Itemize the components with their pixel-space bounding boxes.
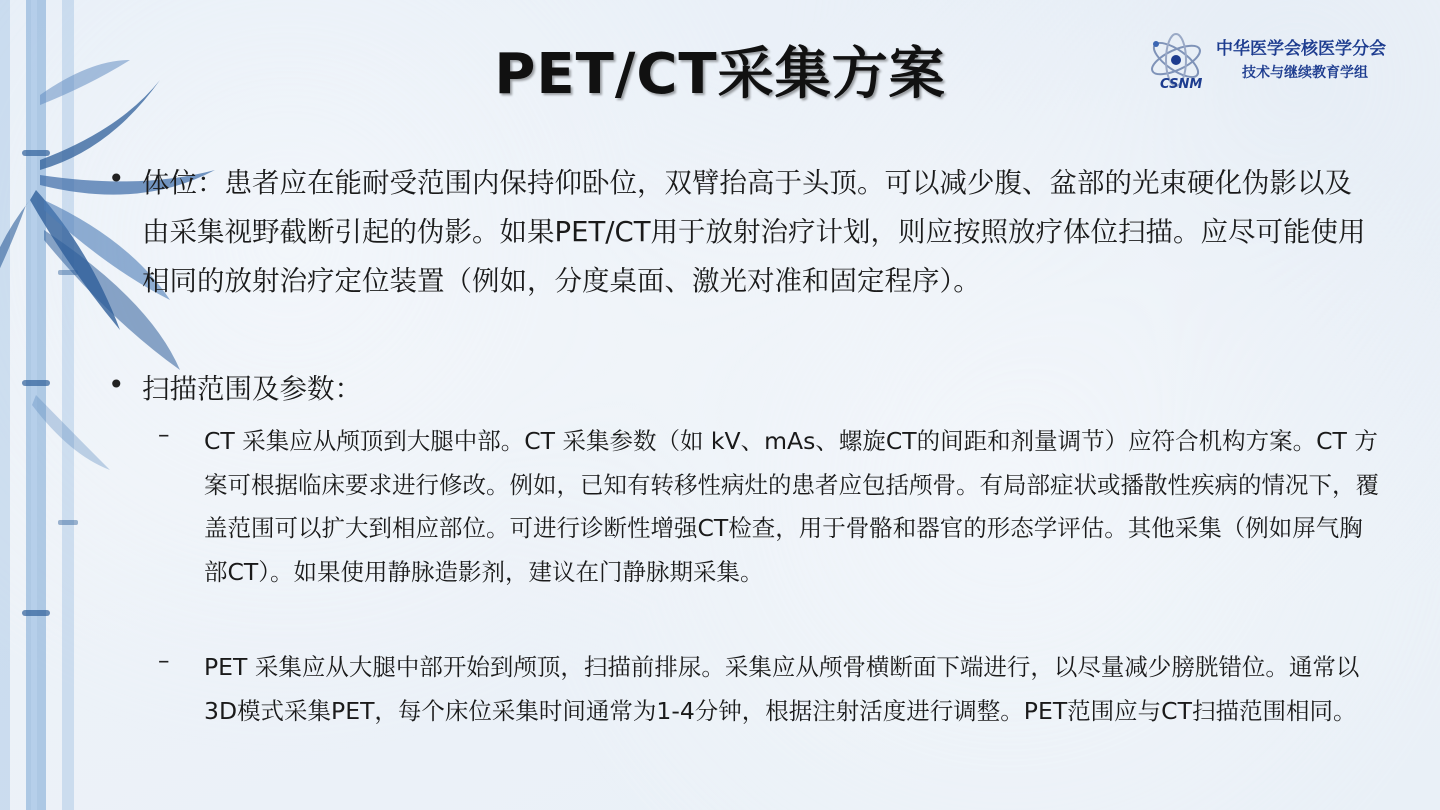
logo-mark-text: CSNM	[1160, 77, 1203, 92]
slide-title: PET/CT采集方案	[494, 42, 946, 107]
sub-bullet-text: PET 采集应从大腿中部开始到颅顶，扫描前排尿。采集应从颅骨横断面下端进行，以尽量减少膀胱错位。通常以3D模式采集PET，每个床位采集时间通常为1-4分钟，根据注射活度进行调整。PET范围应与CT扫描范围相同。	[204, 653, 1360, 725]
atom-logo-icon	[1142, 30, 1216, 94]
bullet-marker: •	[108, 162, 125, 195]
logo-org-name: 中华医学会核医学分会	[1216, 39, 1386, 59]
bullet-text: 扫描范围及参数：	[142, 373, 362, 405]
dash-marker: –	[158, 422, 170, 448]
dash-marker: –	[158, 648, 170, 674]
logo-group-name: 技术与继续教育学组	[1242, 65, 1368, 81]
sub-bullet-text: CT 采集应从颅顶到大腿中部。CT 采集参数（如 kV、mAs、螺旋CT的间距和剂量调节）应符合机构方案。CT 方案可根据临床要求进行修改。例如，已知有转移性病灶的患者应包括颅骨。有局部症状或播散性疾病的情况下，覆盖范围可以扩大到相应部位。可进行诊断性增强CT检查，用于骨骼和器官的形态学评估。其他采集（例如屏气胸部CT）。如果使用静脉造影剂，建议在门静脉期采集。	[204, 427, 1379, 586]
csnm-logo	[1142, 30, 1422, 94]
bullet-marker: •	[108, 368, 125, 401]
bullet-text: 体位：患者应在能耐受范围内保持仰卧位，双臂抬高于头顶。可以减少腹、盆部的光束硬化伪影以及由采集视野截断引起的伪影。如果PET/CT用于放射治疗计划，则应按照放疗体位扫描。应尽可能使用相同的放射治疗定位装置（例如，分度桌面、激光对准和固定程序）。	[142, 167, 1366, 297]
